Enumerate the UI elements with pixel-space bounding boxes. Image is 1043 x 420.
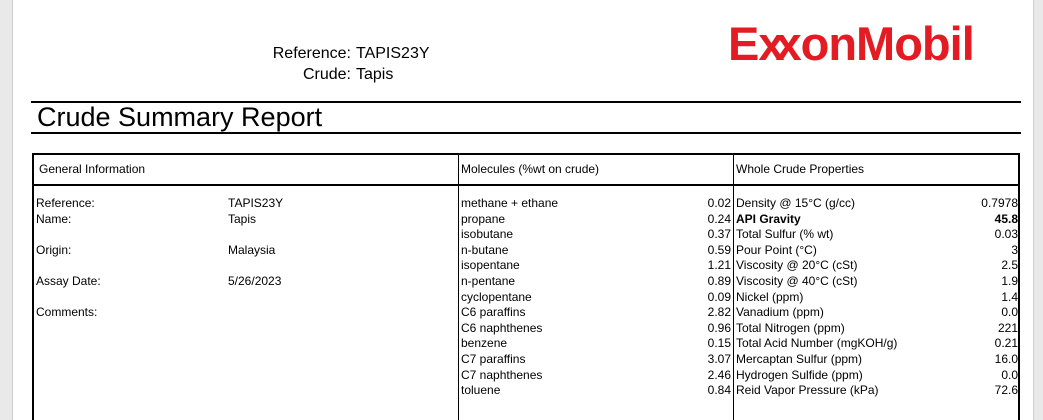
molecule-name: isopentane xyxy=(461,258,520,273)
property-value: 45.8 xyxy=(994,211,1018,226)
property-row xyxy=(736,383,1018,399)
general-value-origin: Malaysia xyxy=(228,243,276,257)
summary-table xyxy=(32,153,1020,420)
molecule-row xyxy=(461,368,731,384)
general-value-reference: TAPIS23Y xyxy=(228,196,284,210)
molecule-value: 1.21 xyxy=(707,258,731,273)
report-title: Crude Summary Report xyxy=(37,102,323,132)
general-label-origin: Origin: xyxy=(36,243,72,257)
molecules-list xyxy=(461,196,731,399)
reference-value: TAPIS23Y xyxy=(356,45,430,62)
crude-value: Tapis xyxy=(356,66,394,83)
molecules-header: Molecules (%wt on crude) xyxy=(461,162,600,176)
property-name: API Gravity xyxy=(736,211,801,226)
molecule-row xyxy=(461,274,731,290)
property-name: Viscosity @ 40°C (cSt) xyxy=(736,273,858,288)
property-row xyxy=(736,243,1018,259)
column-divider xyxy=(733,155,734,420)
molecule-value: 0.96 xyxy=(707,320,731,335)
exxonmobil-logo: Exx onMobil xyxy=(728,17,974,70)
property-value: 0.0 xyxy=(1001,367,1018,382)
reference-row xyxy=(163,43,543,64)
molecule-value: 0.15 xyxy=(707,336,731,351)
property-value: 0.03 xyxy=(994,227,1018,242)
crude-label: Crude: xyxy=(302,66,351,83)
molecule-row xyxy=(461,258,731,274)
property-name: Hydrogen Sulfide (ppm) xyxy=(736,367,863,382)
property-row xyxy=(736,258,1018,274)
molecule-name: n-pentane xyxy=(461,273,516,288)
molecule-name: C7 naphthenes xyxy=(461,367,543,382)
molecule-name: C7 paraffins xyxy=(461,351,526,366)
property-row xyxy=(736,352,1018,368)
properties-header: Whole Crude Properties xyxy=(736,162,865,176)
molecule-name: toluene xyxy=(461,383,501,398)
molecule-row xyxy=(461,212,731,228)
property-row xyxy=(736,336,1018,352)
molecule-value: 2.82 xyxy=(707,305,731,320)
property-name: Reid Vapor Pressure (kPa) xyxy=(736,383,879,398)
property-name: Mercaptan Sulfur (ppm) xyxy=(736,351,863,366)
molecule-name: propane xyxy=(461,211,506,226)
molecule-row xyxy=(461,243,731,259)
crude-row xyxy=(163,64,543,85)
molecule-name: C6 naphthenes xyxy=(461,320,543,335)
molecule-row xyxy=(461,383,731,399)
property-row xyxy=(736,305,1018,321)
reference-label: Reference: xyxy=(272,45,351,62)
molecule-name: cyclopentane xyxy=(461,289,532,304)
general-label-name: Name: xyxy=(36,211,72,226)
molecule-row xyxy=(461,305,731,321)
property-value: 0.21 xyxy=(994,336,1018,351)
report-page xyxy=(12,0,1034,420)
property-name: Vanadium (ppm) xyxy=(736,305,824,320)
molecule-row xyxy=(461,196,731,212)
molecule-name: C6 paraffins xyxy=(461,305,526,320)
molecule-row xyxy=(461,352,731,368)
property-name: Total Sulfur (% wt) xyxy=(736,227,834,242)
general-value-assay-date: 5/26/2023 xyxy=(228,274,282,288)
molecule-value: 3.07 xyxy=(707,351,731,366)
molecule-value: 0.89 xyxy=(707,273,731,288)
title-rule-bottom xyxy=(31,132,1021,134)
molecule-row xyxy=(461,290,731,306)
property-name: Density @ 15°C (g/cc) xyxy=(736,196,856,210)
property-row xyxy=(736,227,1018,243)
property-row xyxy=(736,196,1018,212)
molecule-value: 0.37 xyxy=(707,227,731,242)
property-value: 0.0 xyxy=(1001,305,1018,320)
molecule-name: isobutane xyxy=(461,227,514,242)
property-row xyxy=(736,368,1018,384)
molecule-value: 0.24 xyxy=(707,211,731,226)
molecule-name: n-butane xyxy=(461,242,509,257)
property-row xyxy=(736,212,1018,228)
property-name: Viscosity @ 20°C (cSt) xyxy=(736,258,858,273)
general-label-comments: Comments: xyxy=(36,305,98,319)
molecule-row xyxy=(461,321,731,337)
property-row xyxy=(736,290,1018,306)
property-value: 1.9 xyxy=(1001,273,1018,288)
molecule-value: 0.59 xyxy=(707,242,731,257)
molecule-row xyxy=(461,227,731,243)
property-name: Total Nitrogen (ppm) xyxy=(736,320,845,335)
general-info-header: General Information xyxy=(39,162,146,176)
header-divider xyxy=(34,184,1018,186)
molecule-value: 2.46 xyxy=(707,367,731,382)
property-value: 2.5 xyxy=(1001,258,1018,273)
property-value: 3 xyxy=(1011,242,1018,257)
property-value: 0.7978 xyxy=(981,196,1018,210)
molecule-name: benzene xyxy=(461,336,508,351)
molecule-value: 0.09 xyxy=(707,289,731,304)
property-row xyxy=(736,321,1018,337)
property-name: Total Acid Number (mgKOH/g) xyxy=(736,336,898,351)
property-value: 16.0 xyxy=(994,351,1018,366)
molecule-value: 0.02 xyxy=(707,196,731,210)
molecule-row xyxy=(461,336,731,352)
property-row xyxy=(736,274,1018,290)
molecule-name: methane + ethane xyxy=(461,196,559,210)
properties-list xyxy=(736,196,1018,399)
property-value: 72.6 xyxy=(994,383,1018,398)
general-value-name: Tapis xyxy=(228,211,257,226)
property-name: Pour Point (°C) xyxy=(736,242,817,257)
reference-block xyxy=(163,43,543,85)
column-divider xyxy=(458,155,459,420)
general-label-assay-date: Assay Date: xyxy=(36,274,101,288)
general-label-reference: Reference: xyxy=(36,196,95,210)
property-value: 221 xyxy=(997,320,1018,335)
molecule-value: 0.84 xyxy=(707,383,731,398)
property-value: 1.4 xyxy=(1001,289,1018,304)
property-name: Nickel (ppm) xyxy=(736,289,804,304)
